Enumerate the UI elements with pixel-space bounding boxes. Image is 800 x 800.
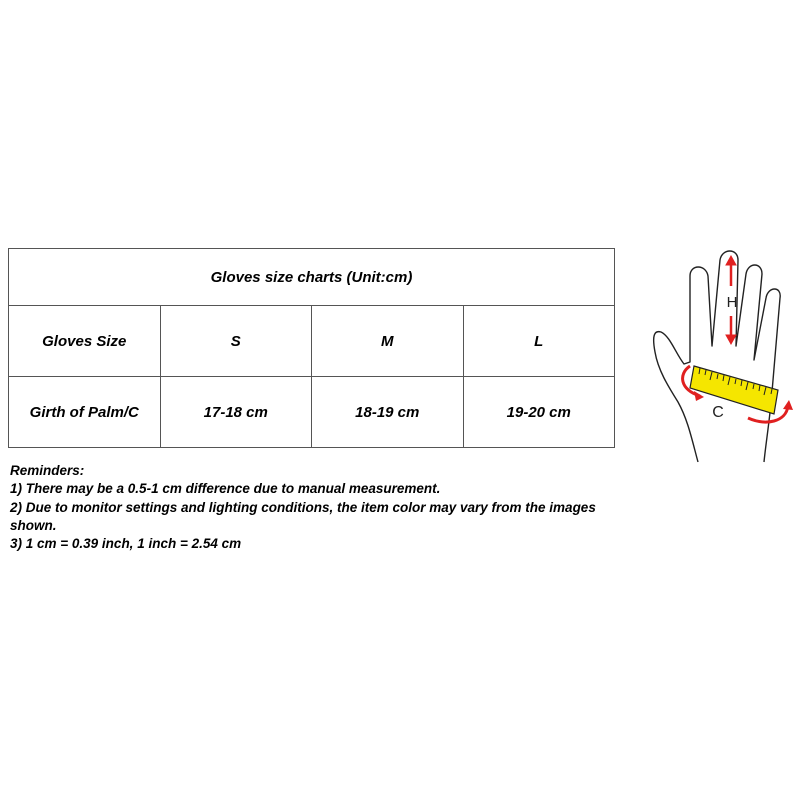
reminder-line: 2) Due to monitor settings and lighting conditions, the item color may vary from the images shown.	[10, 499, 596, 533]
circumference-label: C	[712, 404, 724, 421]
size-chart-table	[8, 248, 615, 448]
table-title: Gloves size charts (Unit:cm)	[9, 249, 615, 306]
row-cell-s: 17-18 cm	[160, 377, 312, 448]
row-cell-l: 19-20 cm	[463, 377, 615, 448]
header-cell-l: L	[463, 306, 615, 377]
arrow-head-icon	[783, 400, 793, 410]
header-cell-s: S	[160, 306, 312, 377]
row-cell-m: 18-19 cm	[312, 377, 464, 448]
hand-measure-diagram	[648, 250, 798, 470]
table-header-row	[9, 306, 615, 377]
row-cell-label: Girth of Palm/C	[9, 377, 161, 448]
table-row	[9, 377, 615, 448]
tape-measure-icon	[690, 366, 778, 414]
reminder-line: 1) There may be a 0.5-1 cm difference due to manual measurement.	[10, 481, 441, 497]
reminder-line: 3) 1 cm = 0.39 inch, 1 inch = 2.54 cm	[10, 536, 242, 552]
header-cell-label: Gloves Size	[9, 306, 161, 377]
hand-outline-icon	[654, 251, 781, 462]
arrow-head-icon	[694, 391, 704, 401]
header-cell-m: M	[312, 306, 464, 377]
table-title-row	[9, 249, 615, 306]
reminders-heading: Reminders:	[10, 463, 85, 478]
height-label: H	[726, 294, 738, 311]
reminders-block	[10, 462, 610, 553]
